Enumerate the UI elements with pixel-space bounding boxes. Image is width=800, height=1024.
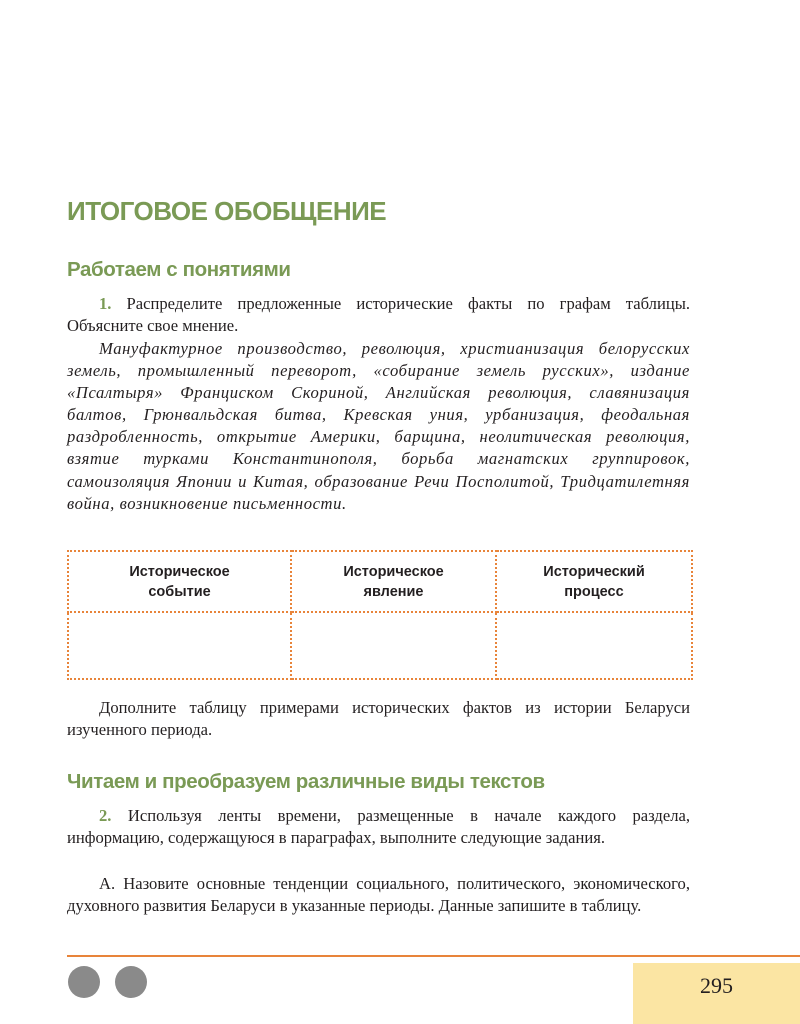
section-heading-concepts: Работаем с понятиями bbox=[67, 258, 291, 281]
page-title: ИТОГОВОЕ ОБОБЩЕНИЕ bbox=[67, 196, 387, 226]
header-event: Историческое событие bbox=[129, 563, 230, 600]
historical-facts-list: Мануфактурное производство, революция, христианизация белорусских земель, промышленный переворот, «собирание земель русских», издание «Псалтыря» Франциском Скориной, Английская революция, славянизация балтов, Грюнвальдская битва, Кревская уния, урбанизация, феодальная раздробленность, открытие Америки, барщина, неолитическая революция, взятие турками Константинополя, борьба магнатских группировок, самоизоляция Японии и Китая, образование Речи Посполитой, Тридцатилетняя война, возникновение письменности. bbox=[67, 339, 690, 513]
table-header-cell bbox=[291, 551, 496, 612]
task-2-instruction bbox=[67, 805, 690, 849]
table-cell bbox=[496, 612, 692, 679]
table-header-cell bbox=[68, 551, 291, 612]
footer-dot-icon bbox=[68, 966, 100, 998]
task-2-number: 2. bbox=[99, 806, 112, 825]
task-2a-instruction: А. Назовите основные тенденции социального, политического, экономического, духовного развития Беларуси в указанные периоды. Данные запишите в таблицу. bbox=[67, 874, 690, 915]
facts-classification-table bbox=[67, 550, 693, 680]
footer-divider bbox=[67, 955, 800, 957]
table-row bbox=[68, 612, 692, 679]
header-phenomenon: Историческое явление bbox=[343, 563, 444, 600]
table-cell bbox=[291, 612, 496, 679]
task-1-followup: Дополните таблицу примерами исторических фактов из истории Беларуси изученного периода. bbox=[67, 698, 690, 739]
page-number-box bbox=[633, 963, 800, 1024]
page-number: 295 bbox=[700, 973, 733, 998]
section-heading-texts: Читаем и преобразуем различные виды текстов bbox=[67, 770, 545, 793]
table-header-cell bbox=[496, 551, 692, 612]
task-1-instruction bbox=[67, 293, 690, 337]
task-1-text: Распределите предложенные исторические факты по графам таблицы. Объясните свое мнение. bbox=[67, 294, 690, 335]
table-header-row bbox=[68, 551, 692, 612]
table-cell bbox=[68, 612, 291, 679]
task-2-text: Используя ленты времени, размещенные в начале каждого раздела, информацию, содержащуюся в параграфах, выполните следующие задания. bbox=[67, 806, 690, 847]
header-process: Исторический процесс bbox=[543, 563, 645, 600]
task-1-number: 1. bbox=[99, 294, 112, 313]
footer-dot-icon bbox=[115, 966, 147, 998]
